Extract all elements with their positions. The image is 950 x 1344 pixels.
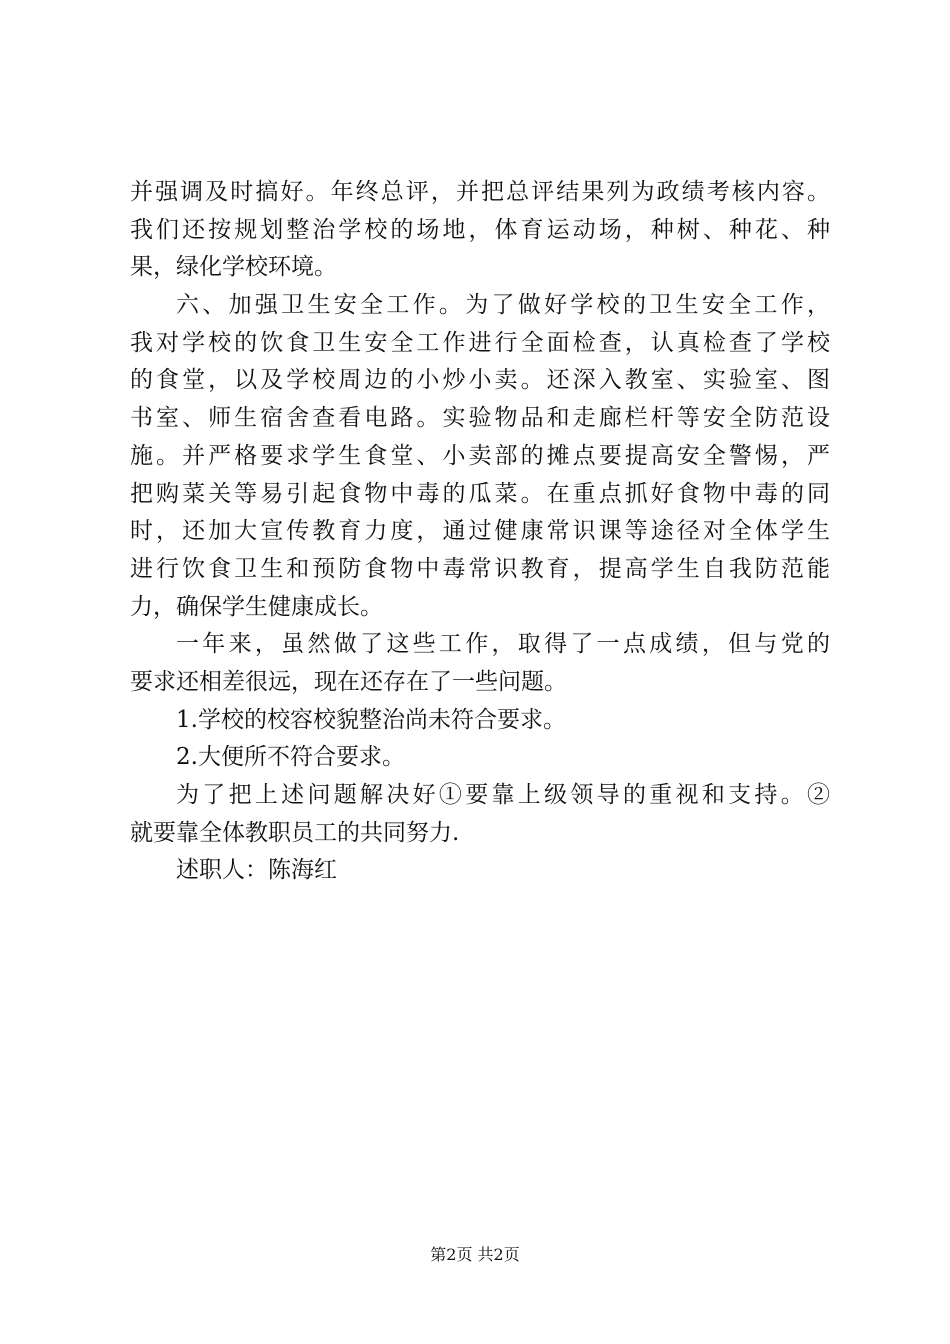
text-line: 我对学校的饮食卫生安全工作进行全面检查，认真检查了学校 [130,329,830,356]
text-line: 六、加强卫生安全工作。为了做好学校的卫生安全工作， [176,292,830,319]
text-line: 果，绿化学校环境。 [130,254,337,281]
text-line: 把购菜关等易引起食物中毒的瓜菜。在重点抓好食物中毒的同 [130,480,830,507]
text-line: 就要靠全体教职员工的共同努力. [130,819,460,846]
text-line: 的食堂，以及学校周边的小炒小卖。还深入教室、实验室、图 [130,367,830,394]
text-line: 力，确保学生健康成长。 [130,593,383,620]
text-line: 一年来，虽然做了这些工作，取得了一点成绩，但与党的 [176,631,830,658]
text-line: 时，还加大宣传教育力度，通过健康常识课等途径对全体学生 [130,518,830,545]
page-number: 第2页 共2页 [430,1245,520,1264]
text-line: 进行饮食卫生和预防食物中毒常识教育，提高学生自我防范能 [130,555,830,582]
text-line: 要求还相差很远，现在还存在了一些问题。 [130,668,567,695]
signature-line: 述职人：陈海红 [176,857,337,884]
text-line: 施。并严格要求学生食堂、小卖部的摊点要提高安全警惕，严 [130,442,830,469]
text-line: 书室、师生宿舍查看电路。实验物品和走廊栏杆等安全防范设 [130,405,830,432]
text-line: 为了把上述问题解决好①要靠上级领导的重视和支持。② [176,782,830,808]
list-item: 2.大便所不符合要求。 [176,744,405,771]
document-body [130,174,830,890]
text-line: 并强调及时搞好。年终总评，并把总评结果列为政绩考核内容。 [130,179,830,205]
text-line: 我们还按规划整治学校的场地，体育运动场，种树、种花、种 [130,216,830,243]
list-item: 1.学校的校容校貌整治尚未符合要求。 [176,706,566,733]
